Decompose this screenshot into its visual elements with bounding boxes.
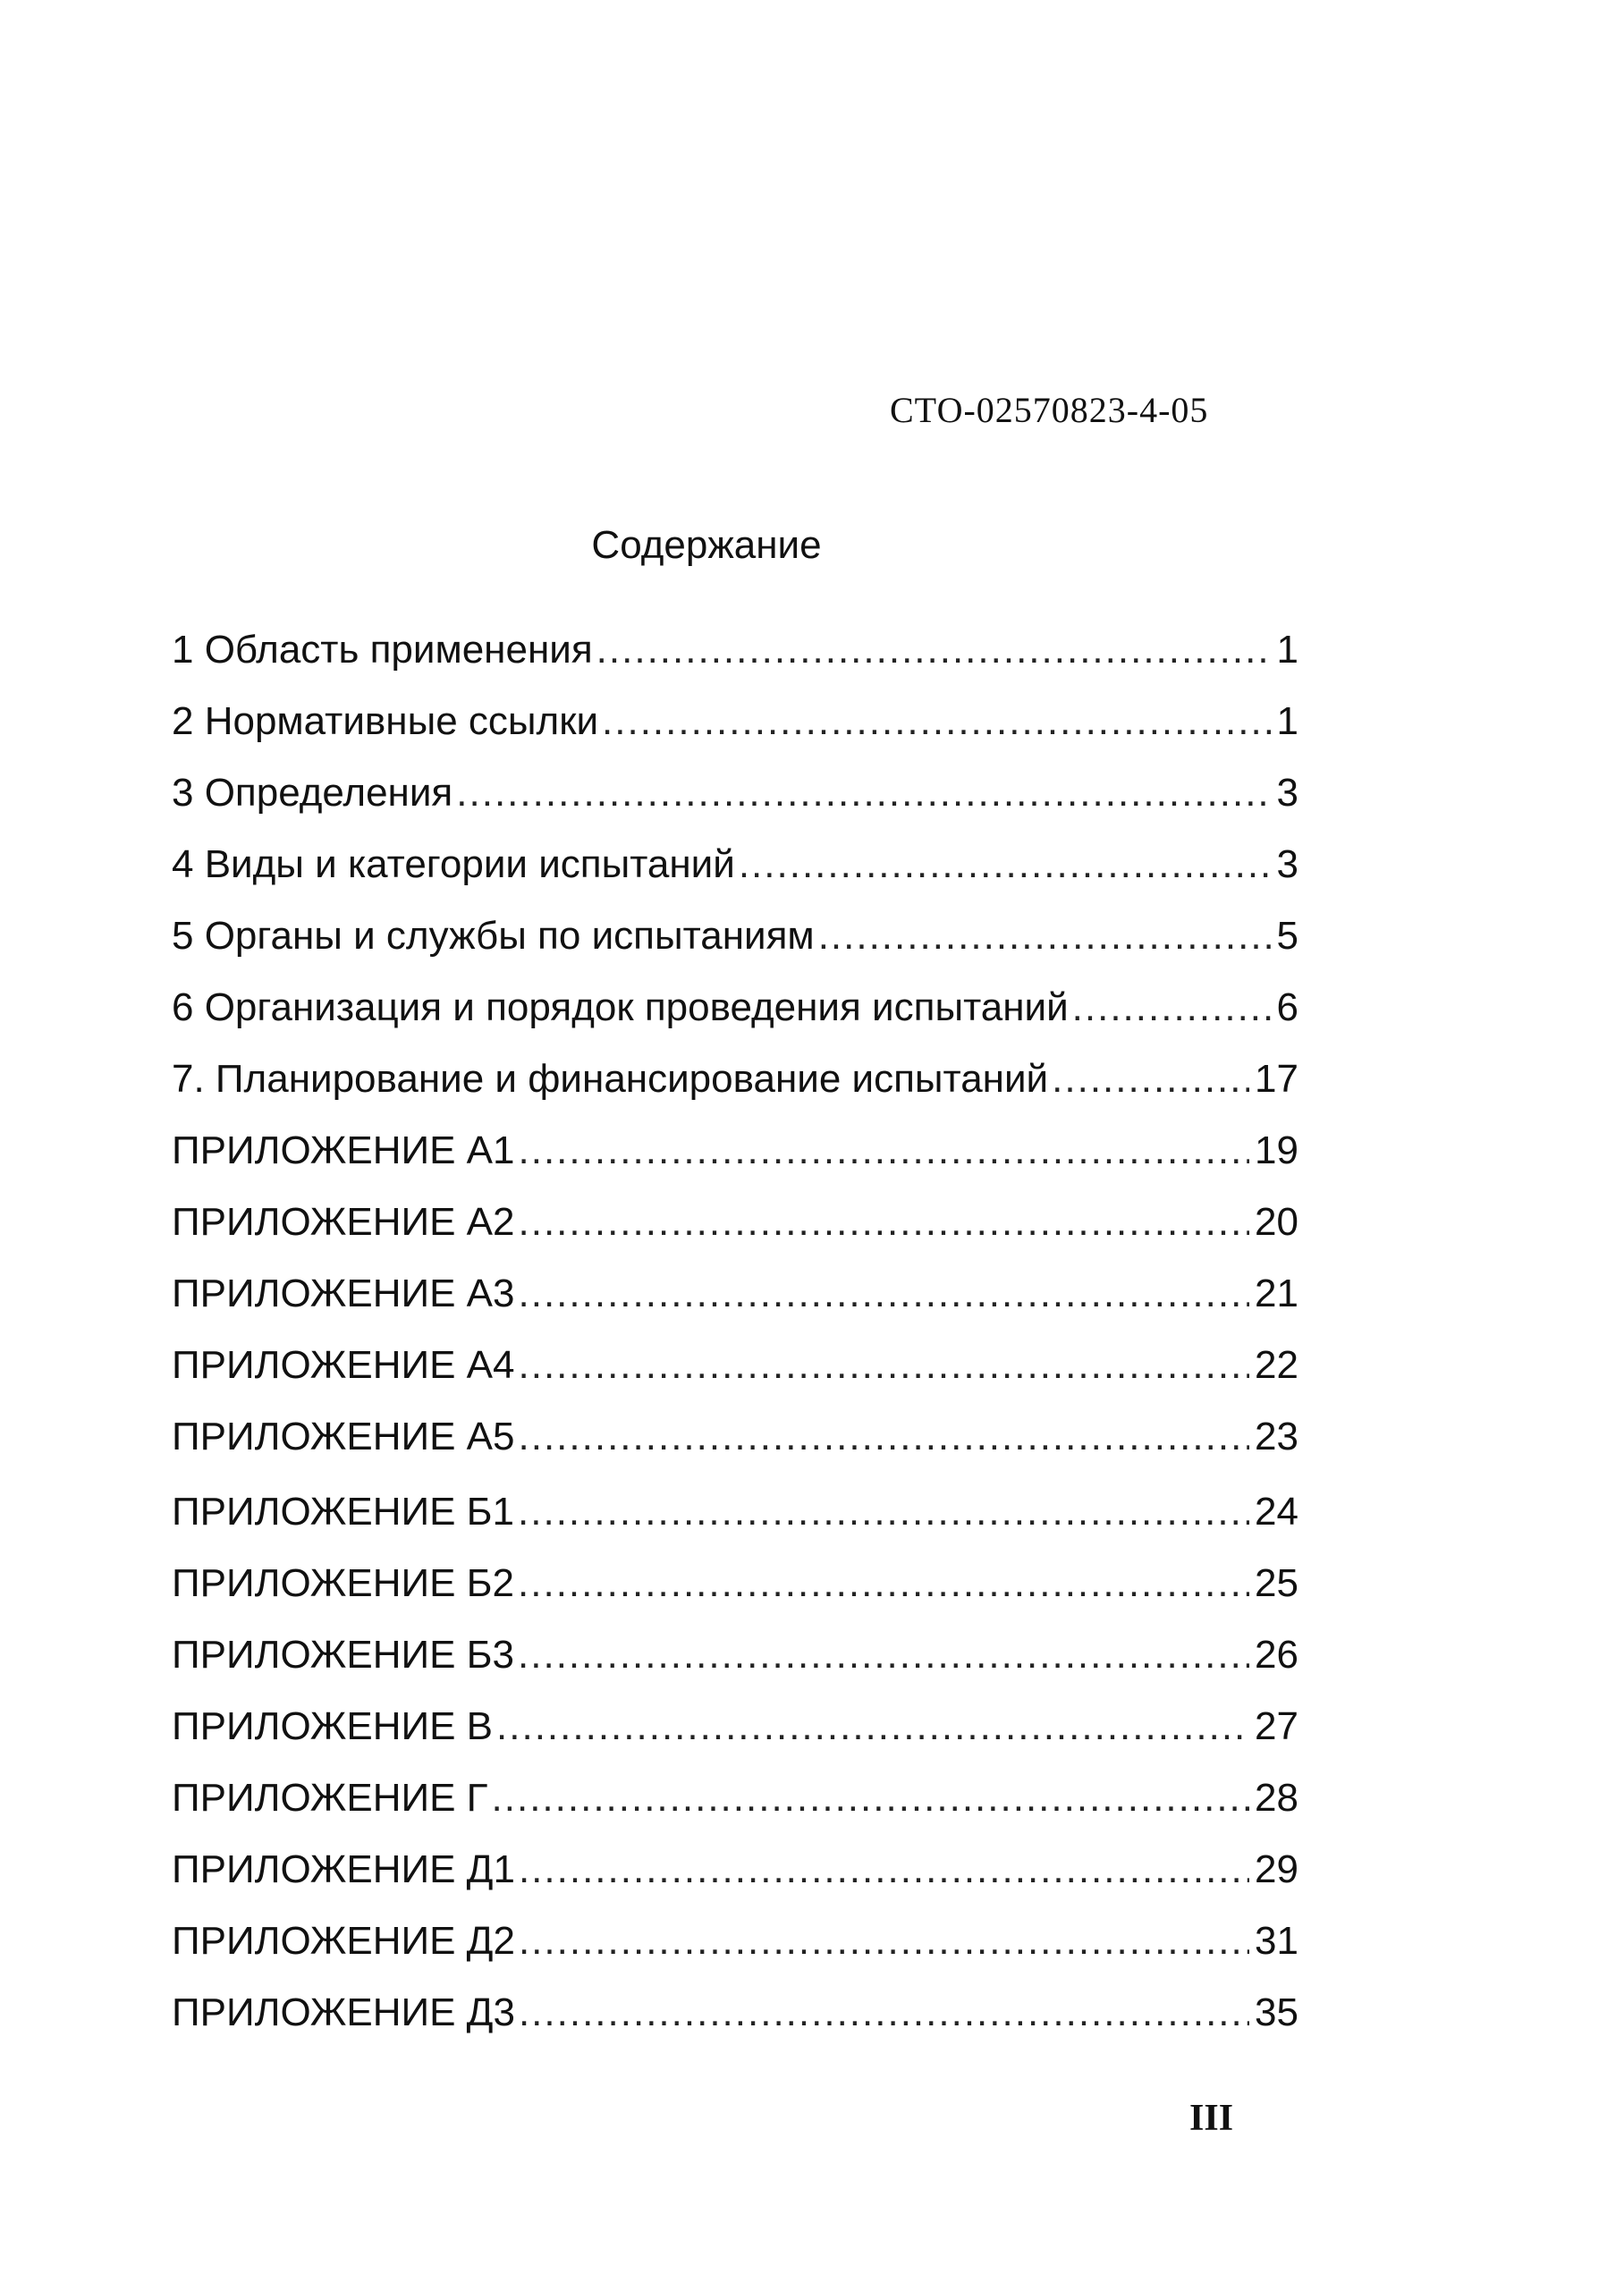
toc-entry-label: ПРИЛОЖЕНИЕ А1	[172, 1128, 515, 1172]
toc-leader-dots	[739, 841, 1272, 889]
toc-entry-label: 6 Организация и порядок проведения испытаний	[172, 985, 1069, 1029]
toc-leader-dots	[602, 697, 1271, 746]
toc-leader-dots	[1052, 1055, 1249, 1103]
toc-entry-page: 27	[1255, 1704, 1298, 1748]
toc-entry[interactable]	[172, 912, 1298, 960]
toc-entry-label: 1 Область применения	[172, 628, 593, 672]
toc-entry[interactable]	[172, 1631, 1298, 1679]
toc-entry-page: 28	[1255, 1776, 1298, 1820]
toc-leader-dots	[518, 1559, 1249, 1608]
toc-leader-dots	[519, 1127, 1250, 1175]
toc-entry-label: ПРИЛОЖЕНИЕ Д1	[172, 1847, 515, 1891]
toc-entry-label: 7. Планирование и финансирование испытаний	[172, 1057, 1049, 1101]
toc-entry-label: 5 Органы и службы по испытаниям	[172, 914, 815, 958]
toc-entry[interactable]	[172, 1774, 1298, 1822]
toc-entry-page: 1	[1276, 628, 1298, 672]
toc-entry-page: 31	[1255, 1919, 1298, 1963]
toc-entry-page: 1	[1276, 699, 1298, 743]
toc-leader-dots	[1072, 984, 1272, 1032]
toc-entry-page: 35	[1255, 1990, 1298, 2034]
toc-entry[interactable]	[172, 1413, 1298, 1461]
toc-entry-page: 26	[1255, 1633, 1298, 1677]
toc-entry[interactable]	[172, 1703, 1298, 1751]
toc-entry-page: 20	[1255, 1200, 1298, 1244]
toc-entry[interactable]	[172, 1055, 1298, 1103]
toc-title: Содержание	[591, 523, 822, 567]
toc-entry-label: ПРИЛОЖЕНИЕ Б3	[172, 1633, 515, 1677]
toc-entry-label: 2 Нормативные ссылки	[172, 699, 599, 743]
toc-leader-dots	[518, 1488, 1249, 1536]
toc-entry[interactable]	[172, 1488, 1298, 1536]
toc-entry[interactable]	[172, 1198, 1298, 1247]
toc-entry-page: 17	[1255, 1057, 1298, 1101]
toc-entry-page: 6	[1276, 985, 1298, 1029]
toc-entry-page: 3	[1276, 842, 1298, 886]
toc-leader-dots	[519, 1413, 1250, 1461]
toc-entry[interactable]	[172, 769, 1298, 817]
toc-entry-page: 24	[1255, 1490, 1298, 1534]
toc-entry[interactable]	[172, 1989, 1298, 2037]
toc-entry-page: 29	[1255, 1847, 1298, 1891]
toc-entry-page: 5	[1276, 914, 1298, 958]
toc-entry[interactable]	[172, 841, 1298, 889]
toc-entry-page: 23	[1255, 1415, 1298, 1458]
toc-entry-label: ПРИЛОЖЕНИЕ А3	[172, 1272, 515, 1315]
toc-entry-page: 21	[1255, 1272, 1298, 1315]
toc-entry[interactable]	[172, 697, 1298, 746]
toc-entry-page: 22	[1255, 1343, 1298, 1387]
toc-entry-page: 25	[1255, 1561, 1298, 1605]
toc-leader-dots	[456, 769, 1271, 817]
toc-leader-dots	[519, 1270, 1250, 1318]
toc-entry[interactable]	[172, 1341, 1298, 1390]
toc-entry-label: ПРИЛОЖЕНИЕ А2	[172, 1200, 515, 1244]
toc-entry[interactable]	[172, 1846, 1298, 1894]
toc-entry-page: 3	[1276, 771, 1298, 815]
toc-leader-dots	[519, 1198, 1250, 1247]
toc-entry-page: 19	[1255, 1128, 1298, 1172]
toc-leader-dots	[519, 1989, 1249, 2037]
toc-leader-dots	[496, 1703, 1249, 1751]
toc-entry-label: ПРИЛОЖЕНИЕ А5	[172, 1415, 515, 1458]
toc-entry[interactable]	[172, 1917, 1298, 1965]
toc-leader-dots	[519, 1341, 1250, 1390]
page-number: III	[1189, 2098, 1234, 2139]
toc-leader-dots	[518, 1631, 1249, 1679]
toc-entry-label: 4 Виды и категории испытаний	[172, 842, 735, 886]
toc-entry-label: ПРИЛОЖЕНИЕ В	[172, 1704, 494, 1748]
toc-leader-dots	[519, 1917, 1249, 1965]
toc-entry[interactable]	[172, 1270, 1298, 1318]
toc-leader-dots	[596, 626, 1272, 674]
toc-entry[interactable]	[172, 984, 1298, 1032]
toc-leader-dots	[519, 1846, 1249, 1894]
toc-entry-label: ПРИЛОЖЕНИЕ Б2	[172, 1561, 515, 1605]
document-code: СТО-02570823-4-05	[890, 390, 1209, 430]
toc-entry-label: ПРИЛОЖЕНИЕ Д2	[172, 1919, 515, 1963]
toc-entry-label: ПРИЛОЖЕНИЕ Д3	[172, 1990, 515, 2034]
toc-entry[interactable]	[172, 1559, 1298, 1608]
toc-entry[interactable]	[172, 626, 1298, 674]
toc-entry-label: ПРИЛОЖЕНИЕ Б1	[172, 1490, 515, 1534]
toc-entry-label: ПРИЛОЖЕНИЕ А4	[172, 1343, 515, 1387]
toc-entry-label: ПРИЛОЖЕНИЕ Г	[172, 1776, 488, 1820]
toc-leader-dots	[818, 912, 1272, 960]
toc-leader-dots	[492, 1774, 1250, 1822]
toc-entry[interactable]	[172, 1127, 1298, 1175]
toc-entry-label: 3 Определения	[172, 771, 453, 815]
